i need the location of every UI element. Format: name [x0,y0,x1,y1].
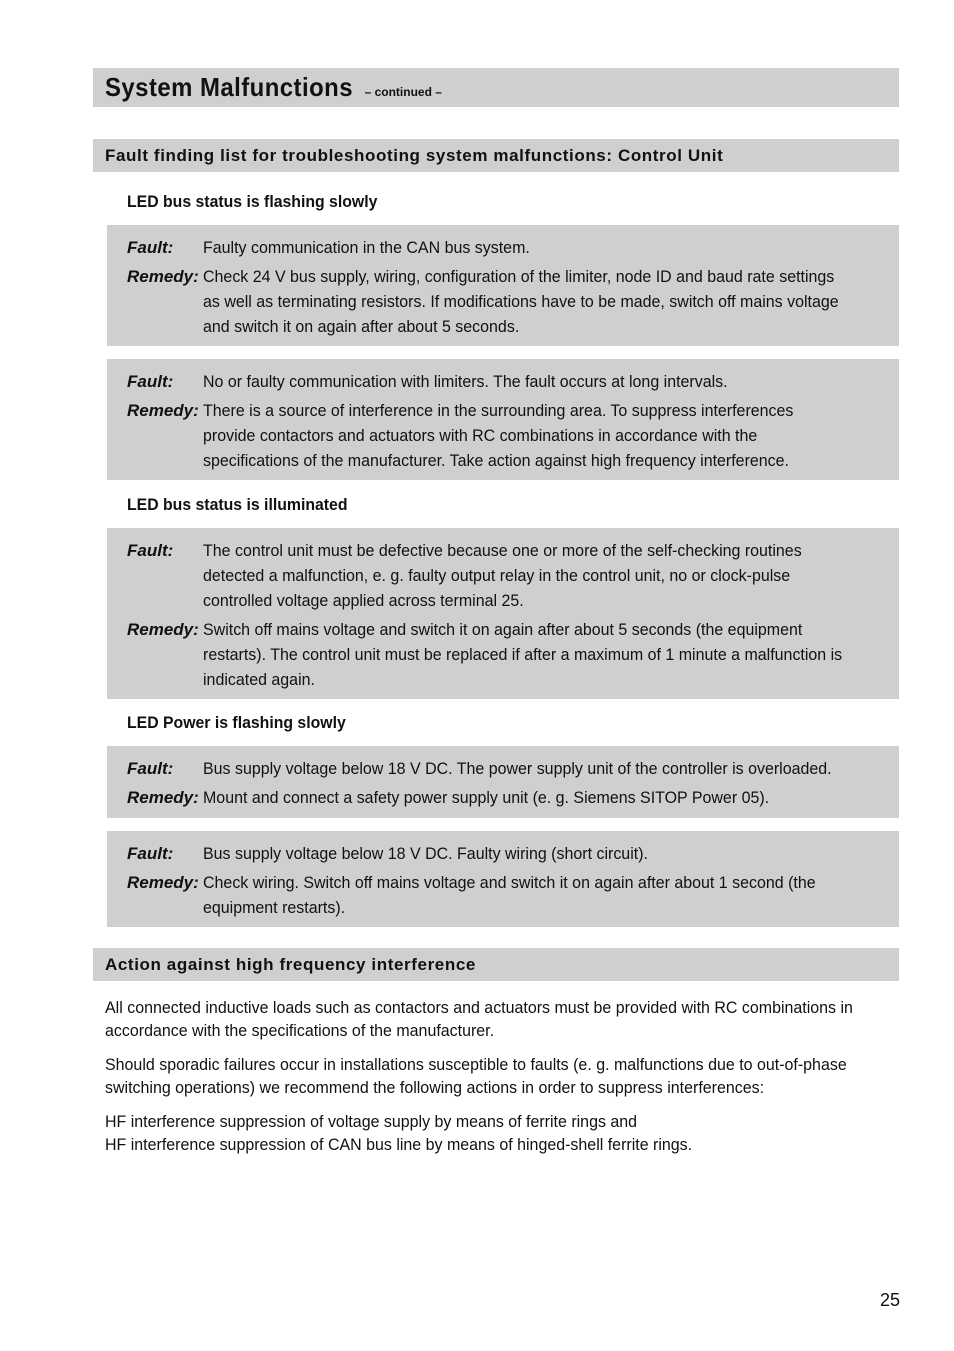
fault-label: Fault: [127,844,174,863]
fault-text: Faulty communication in the CAN bus system. [203,238,530,257]
page-title-bar [93,68,899,107]
fault-box [107,746,899,818]
paragraph: All connected inductive loads such as contactors and actuators must be provided with RC combinations in accordance with the specifications of the manufacturer. [105,998,853,1040]
remedy-text: Check wiring. Switch off mains voltage and switch it on again after about 1 second (the equipment restarts). [203,873,816,917]
fault-label: Fault: [127,541,174,560]
paragraph: Should sporadic failures occur in installations susceptible to faults (e. g. malfunctions due to out-of-phase switching operations) we recommend the following actions in order to suppress interferences: [105,1055,847,1097]
section-heading-control-unit: Fault finding list for troubleshooting system malfunctions: Control Unit [93,139,899,172]
fault-box [107,359,899,480]
remedy-text: Check 24 V bus supply, wiring, configuration of the limiter, node ID and baud rate settings as well as terminating resistors. If modifications have to be made, switch off mains voltage and switch it on again after about 5 seconds. [203,267,839,336]
fault-box [107,528,899,699]
fault-label: Fault: [127,238,174,257]
fault-label: Fault: [127,372,174,391]
remedy-text: Switch off mains voltage and switch it on again after about 5 seconds (the equipment restarts). The control unit must be replaced if after a maximum of 1 minute a malfunction is indicated again. [203,620,843,689]
remedy-label: Remedy: [127,267,199,286]
page-title: System Malfunctions [105,72,353,102]
remedy-text: There is a source of interference in the surrounding area. To suppress interferences provide contactors and actuators with RC combinations in accordance with the specifications of the manufacturer. Take action against high frequency interference. [203,401,794,470]
fault-box [107,831,899,927]
page-number: 25 [879,1290,900,1310]
group-title-bus-flashing: LED bus status is flashing slowly [127,192,378,211]
paragraph-line: HF interference suppression of voltage supply by means of ferrite rings and [105,1112,638,1131]
continued-note: – continued – [364,84,442,99]
remedy-text: Mount and connect a safety power supply unit (e. g. Siemens SITOP Power 05). [203,788,770,807]
group-title-power-flashing: LED Power is flashing slowly [127,713,346,732]
remedy-label: Remedy: [127,788,199,807]
fault-label: Fault: [127,759,174,778]
remedy-label: Remedy: [127,401,199,420]
fault-text: Bus supply voltage below 18 V DC. Faulty wiring (short circuit). [203,844,648,863]
fault-text: Bus supply voltage below 18 V DC. The power supply unit of the controller is overloaded. [203,759,832,778]
remedy-label: Remedy: [127,873,199,892]
group-title-bus-illuminated: LED bus status is illuminated [127,495,348,514]
fault-box [107,225,899,346]
paragraph-line: HF interference suppression of CAN bus line by means of hinged-shell ferrite rings. [105,1135,693,1154]
fault-text: The control unit must be defective because one or more of the self-checking routines detected a malfunction, e. g. faulty output relay in the control unit, no or clock-pulse controlled voltage applied across terminal 25. [203,541,802,610]
section-heading-hf-interference: Action against high frequency interference [93,948,899,981]
remedy-label: Remedy: [127,620,199,639]
fault-text: No or faulty communication with limiters. The fault occurs at long intervals. [203,372,728,391]
